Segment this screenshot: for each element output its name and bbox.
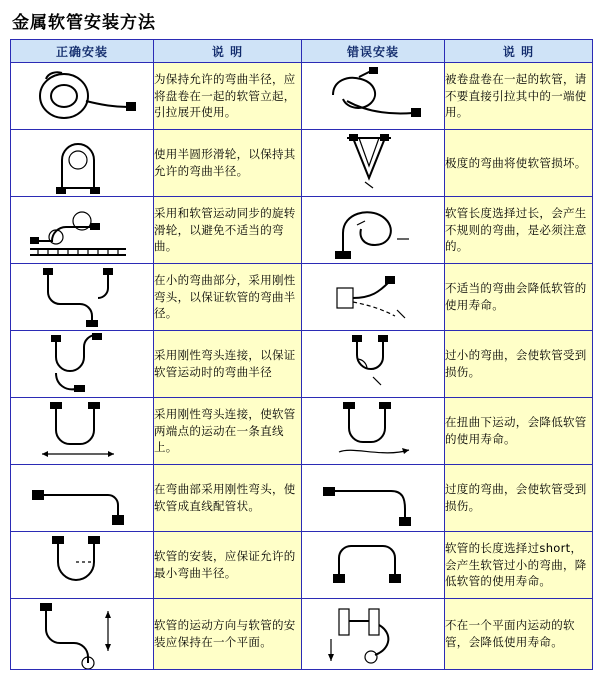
figure-cell-wrong [302,130,445,197]
figure-cell-correct [11,197,154,264]
desc-cell-wrong: 在扭曲下运动，会降低软管的使用寿命。 [445,398,593,465]
table-row [11,398,593,465]
desc-cell-correct: 使用半圆形滑轮，以保持其允许的弯曲半径。 [154,130,302,197]
hose-motion-in-same-plane-icon [22,599,142,669]
figure-cell-correct [11,331,154,398]
desc-cell-correct: 采用刚性弯头连接，以保证软管运动时的弯曲半径 [154,331,302,398]
figure-cell-wrong [302,532,445,599]
table-row [11,130,593,197]
desc-cell-correct: 软管的安装，应保证允许的最小弯曲半径。 [154,532,302,599]
table-row [11,197,593,264]
hose-motion-out-of-plane-icon [313,599,433,669]
hose-excess-length-irregular-loop-icon [313,199,433,261]
desc-cell-wrong: 软管长度选择过长，会产生不规则的弯曲，是必须注意的。 [445,197,593,264]
coiled-hose-pulled-one-end-icon [313,65,433,127]
coiled-hose-standing-coil-icon [22,65,142,127]
desc-cell-wrong: 软管的长度选择过short，会产生软管过小的弯曲，降低软管的使用寿命。 [445,532,593,599]
hose-too-long-small-bend-icon [313,534,433,596]
desc-cell-wrong: 过小的弯曲，会使软管受到损伤。 [445,331,593,398]
page-title: 金属软管安装方法 [12,13,156,33]
desc-cell-correct: 在小的弯曲部分，采用刚性弯头，以保证软管的弯曲半径。 [154,264,302,331]
table-row [11,63,593,130]
desc-cell-correct: 软管的运动方向与软管的安装应保持在一个平面。 [154,599,302,670]
hose-minimum-bend-radius-loop-icon [22,534,142,596]
figure-cell-wrong [302,331,445,398]
hose-tight-s-bend-icon [313,333,433,395]
hose-overbent-at-corner-icon [313,467,433,529]
figure-cell-correct [11,532,154,599]
header-correct-figure: 正确安装 [11,40,154,63]
figure-cell-wrong [302,599,445,670]
table-body [11,63,593,670]
desc-cell-wrong: 过度的弯曲，会使软管受到损伤。 [445,465,593,532]
hose-over-semicircular-guide-icon [22,132,142,194]
header-row [11,40,593,63]
figure-cell-correct [11,599,154,670]
table-row [11,532,593,599]
desc-cell-wrong: 被卷盘卷在一起的软管，请不要直接引拉其中的一端使用。 [445,63,593,130]
figure-cell-wrong [302,63,445,130]
table-header [11,40,593,63]
figure-cell-wrong [302,264,445,331]
figure-cell-wrong [302,465,445,532]
hose-with-synchronized-roller-track-icon [22,199,142,261]
desc-cell-wrong: 极度的弯曲将使软管损坏。 [445,130,593,197]
hose-u-shape-twisted-motion-icon [313,400,433,462]
figure-cell-wrong [302,197,445,264]
hose-u-loop-with-rigid-elbows-icon [22,333,142,395]
hose-sharp-v-bend-icon [313,132,433,194]
figure-cell-correct [11,130,154,197]
figure-cell-wrong [302,398,445,465]
hose-straight-run-with-elbow-icon [22,467,142,529]
hose-u-shape-inline-motion-icon [22,400,142,462]
figure-cell-correct [11,465,154,532]
header-wrong-desc: 说 明 [445,40,593,63]
hose-installation-table [10,39,593,670]
table-row [11,264,593,331]
hose-rigid-bend-at-small-radius-icon [22,266,142,328]
desc-cell-correct: 采用和软管运动同步的旋转滑轮，以避免不适当的弯曲。 [154,197,302,264]
hose-improper-bend-at-fitting-icon [313,266,433,328]
desc-cell-correct: 采用刚性弯头连接，使软管两端点的运动在一条直线上。 [154,398,302,465]
figure-cell-correct [11,63,154,130]
figure-cell-correct [11,398,154,465]
table-row [11,331,593,398]
desc-cell-wrong: 不适当的弯曲会降低软管的使用寿命。 [445,264,593,331]
header-wrong-figure: 错误安装 [302,40,445,63]
table-row [11,465,593,532]
desc-cell-correct: 在弯曲部采用刚性弯头，使软管成直线配管状。 [154,465,302,532]
desc-cell-correct: 为保持允许的弯曲半径，应将盘卷在一起的软管立起，引拉展开使用。 [154,63,302,130]
header-correct-desc: 说 明 [154,40,302,63]
figure-cell-correct [11,264,154,331]
desc-cell-wrong: 不在一个平面内运动的软管，会降低使用寿命。 [445,599,593,670]
table-row [11,599,593,670]
